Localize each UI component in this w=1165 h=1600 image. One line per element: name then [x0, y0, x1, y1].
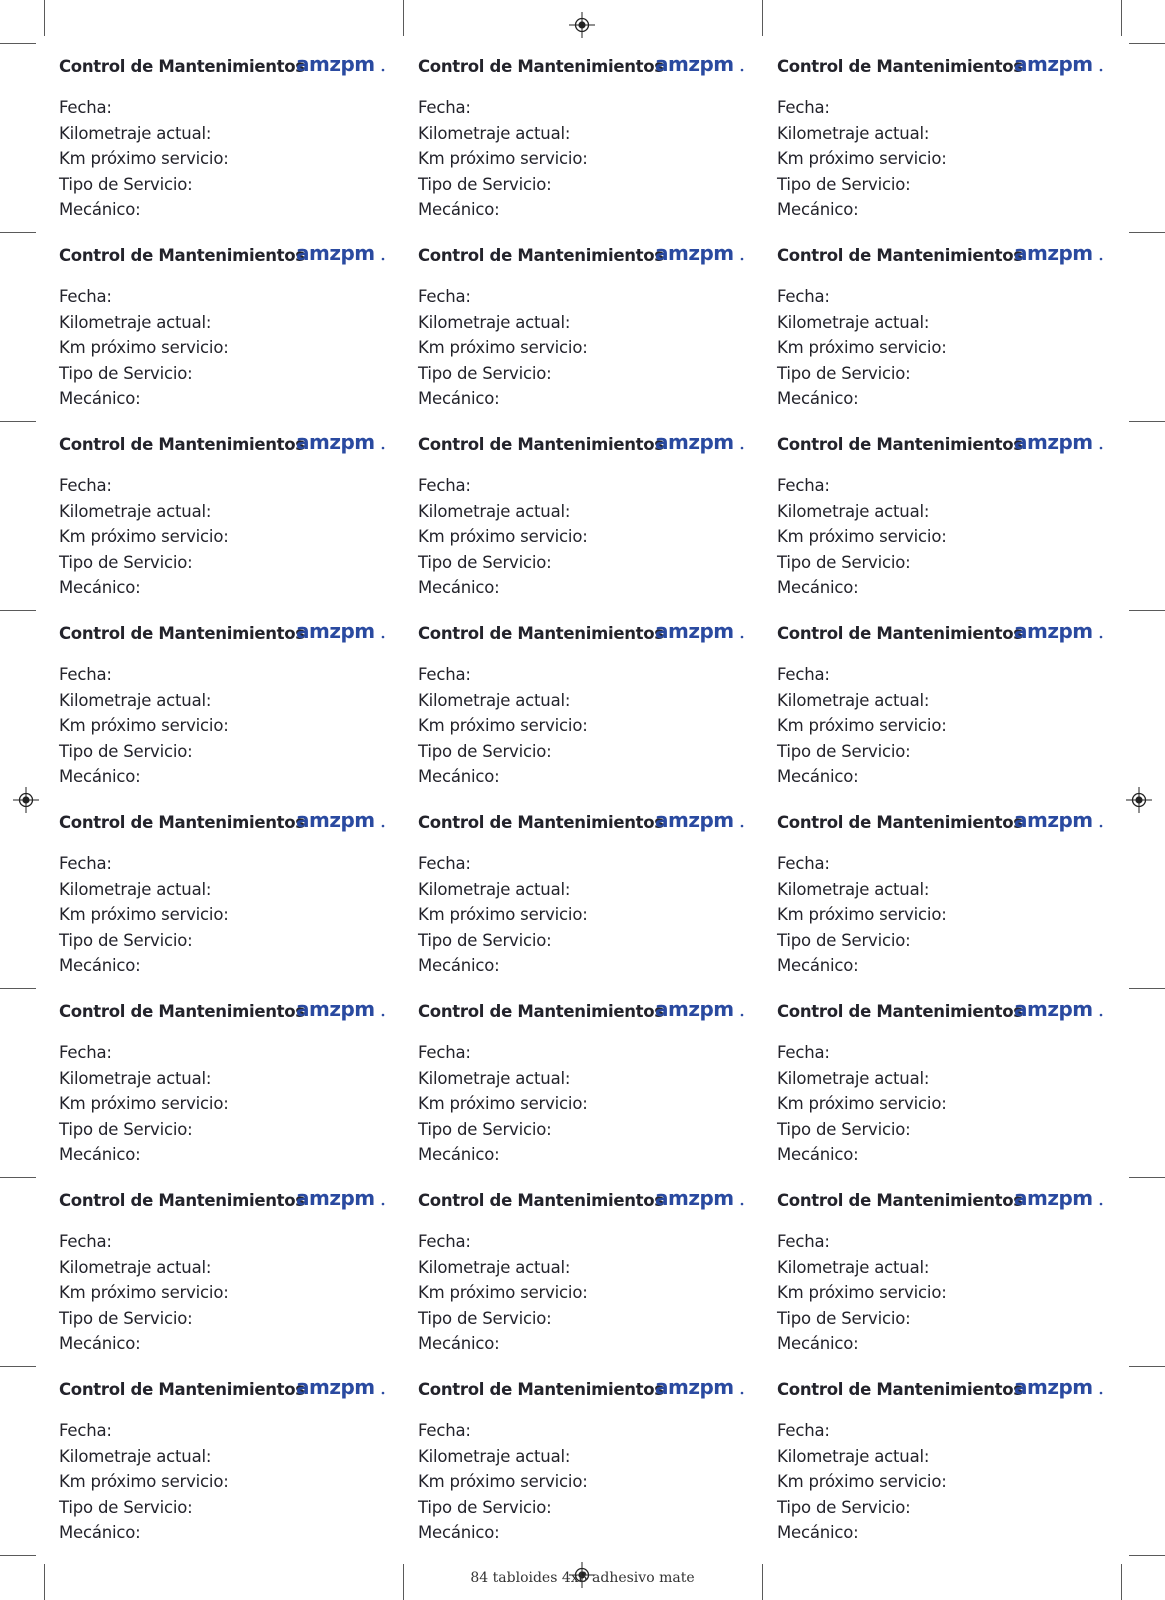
label-header: [777, 55, 1111, 77]
label-field: Fecha:: [59, 1043, 112, 1062]
label-title: Control de Mantenimientos: [418, 1380, 664, 1399]
label-header: [59, 244, 393, 266]
label-field: Tipo de Servicio:: [59, 1308, 193, 1328]
label-field: Mecánico:: [59, 578, 141, 598]
label-field: Fecha:: [418, 1043, 471, 1062]
label-field: Fecha:: [777, 665, 830, 684]
label-field: Fecha:: [59, 1421, 112, 1440]
maintenance-label: [762, 232, 1121, 421]
label-field: Kilometraje actual:: [418, 501, 571, 521]
label-field: Kilometraje actual:: [777, 123, 930, 143]
label-field: Tipo de Servicio:: [59, 1119, 193, 1139]
label-field: Tipo de Servicio:: [418, 552, 552, 572]
crop-mark-left: [0, 1555, 36, 1556]
label-field: Tipo de Servicio:: [777, 552, 911, 572]
maintenance-label: [403, 1177, 762, 1366]
maintenance-label: [403, 1366, 762, 1555]
maintenance-label: [44, 421, 403, 610]
svg-text:amzpm: amzpm: [655, 1000, 734, 1021]
label-title: Control de Mantenimientos: [59, 1380, 305, 1399]
label-fields: [418, 1040, 588, 1168]
label-fields: [59, 662, 229, 790]
label-title: Control de Mantenimientos: [777, 1380, 1023, 1399]
label-field: Kilometraje actual:: [59, 123, 212, 143]
label-header: [418, 433, 752, 455]
label-header: [418, 1000, 752, 1022]
label-field: Kilometraje actual:: [418, 1257, 571, 1277]
label-field: Fecha:: [418, 1421, 471, 1440]
label-header: [59, 1378, 393, 1400]
crop-mark-right: [1129, 1555, 1165, 1556]
label-header: [418, 811, 752, 833]
label-header: [59, 622, 393, 644]
label-field: Kilometraje actual:: [777, 1257, 930, 1277]
svg-text:amzpm: amzpm: [296, 1378, 375, 1399]
label-header: [418, 244, 752, 266]
label-field: Mecánico:: [418, 200, 500, 220]
maintenance-label: [403, 421, 762, 610]
label-field: Mecánico:: [59, 1523, 141, 1543]
label-title: Control de Mantenimientos: [59, 57, 305, 76]
label-field: Km próximo servicio:: [418, 1283, 588, 1303]
label-fields: [777, 1040, 947, 1168]
label-field: Fecha:: [777, 98, 830, 117]
maintenance-label: [44, 232, 403, 421]
label-title: Control de Mantenimientos: [777, 624, 1023, 643]
label-field: Tipo de Servicio:: [418, 1119, 552, 1139]
label-field: Km próximo servicio:: [777, 1094, 947, 1114]
label-title: Control de Mantenimientos: [418, 813, 664, 832]
label-title: Control de Mantenimientos: [418, 57, 664, 76]
label-fields: [418, 1229, 588, 1357]
label-title: Control de Mantenimientos: [418, 435, 664, 454]
label-field: Kilometraje actual:: [59, 501, 212, 521]
svg-text:amzpm: amzpm: [1014, 244, 1093, 265]
label-title: Control de Mantenimientos: [59, 624, 305, 643]
label-field: Km próximo servicio:: [59, 905, 229, 925]
registration-mark-icon: [569, 12, 595, 38]
svg-text:amzpm: amzpm: [1014, 622, 1093, 643]
brand-logo-icon: [655, 811, 745, 835]
brand-logo-icon: [296, 1189, 386, 1213]
label-fields: [418, 851, 588, 979]
label-header: [59, 433, 393, 455]
svg-text:amzpm: amzpm: [296, 244, 375, 265]
label-field: Kilometraje actual:: [59, 879, 212, 899]
label-field: Km próximo servicio:: [777, 338, 947, 358]
label-header: [418, 55, 752, 77]
label-grid: [44, 43, 1122, 1555]
label-field: Mecánico:: [777, 1334, 859, 1354]
brand-logo-icon: [655, 1378, 745, 1402]
label-field: Km próximo servicio:: [59, 1472, 229, 1492]
label-fields: [418, 662, 588, 790]
label-field: Mecánico:: [777, 389, 859, 409]
label-field: Fecha:: [418, 287, 471, 306]
label-header: [418, 1378, 752, 1400]
label-header: [418, 1189, 752, 1211]
label-field: Fecha:: [59, 98, 112, 117]
label-field: Tipo de Servicio:: [777, 174, 911, 194]
label-header: [59, 55, 393, 77]
crop-mark-right: [1129, 421, 1165, 422]
maintenance-label: [403, 232, 762, 421]
label-field: Km próximo servicio:: [59, 149, 229, 169]
label-field: Tipo de Servicio:: [59, 1497, 193, 1517]
svg-text:amzpm: amzpm: [655, 1378, 734, 1399]
crop-mark-right: [1129, 988, 1165, 989]
label-title: Control de Mantenimientos: [418, 1002, 664, 1021]
maintenance-label: [403, 988, 762, 1177]
label-field: Km próximo servicio:: [418, 1094, 588, 1114]
brand-logo-icon: [655, 1000, 745, 1024]
label-title: Control de Mantenimientos: [777, 57, 1023, 76]
label-field: Kilometraje actual:: [777, 690, 930, 710]
label-field: Fecha:: [777, 476, 830, 495]
label-fields: [59, 851, 229, 979]
crop-mark-right: [1129, 43, 1165, 44]
label-fields: [418, 284, 588, 412]
crop-mark-left: [0, 1366, 36, 1367]
label-field: Fecha:: [418, 476, 471, 495]
svg-text:amzpm: amzpm: [655, 55, 734, 76]
label-field: Kilometraje actual:: [777, 1446, 930, 1466]
label-field: Fecha:: [59, 476, 112, 495]
label-header: [777, 811, 1111, 833]
label-fields: [777, 284, 947, 412]
label-field: Kilometraje actual:: [59, 312, 212, 332]
registration-mark-icon: [13, 787, 39, 813]
label-field: Kilometraje actual:: [418, 879, 571, 899]
label-field: Kilometraje actual:: [59, 690, 212, 710]
label-field: Kilometraje actual:: [418, 123, 571, 143]
label-field: Kilometraje actual:: [59, 1257, 212, 1277]
maintenance-label: [762, 43, 1121, 232]
maintenance-label: [762, 610, 1121, 799]
label-field: Fecha:: [418, 1232, 471, 1251]
maintenance-label: [762, 1366, 1121, 1555]
svg-text:amzpm: amzpm: [1014, 55, 1093, 76]
svg-text:amzpm: amzpm: [1014, 1378, 1093, 1399]
label-title: Control de Mantenimientos: [777, 435, 1023, 454]
crop-mark-top: [762, 0, 763, 36]
label-header: [777, 1378, 1111, 1400]
label-field: Mecánico:: [777, 1523, 859, 1543]
label-fields: [59, 284, 229, 412]
brand-logo-icon: [1014, 1378, 1104, 1402]
label-fields: [777, 851, 947, 979]
maintenance-label: [44, 610, 403, 799]
label-field: Mecánico:: [777, 1145, 859, 1165]
crop-mark-right: [1129, 232, 1165, 233]
label-field: Fecha:: [777, 1043, 830, 1062]
label-header: [777, 622, 1111, 644]
label-field: Tipo de Servicio:: [777, 741, 911, 761]
label-field: Tipo de Servicio:: [777, 930, 911, 950]
brand-logo-icon: [1014, 1189, 1104, 1213]
label-field: Mecánico:: [59, 767, 141, 787]
label-header: [59, 1000, 393, 1022]
label-field: Tipo de Servicio:: [777, 363, 911, 383]
brand-logo-icon: [1014, 622, 1104, 646]
brand-logo-icon: [296, 433, 386, 457]
label-field: Km próximo servicio:: [777, 149, 947, 169]
label-field: Mecánico:: [777, 200, 859, 220]
label-fields: [418, 1418, 588, 1546]
label-field: Kilometraje actual:: [777, 1068, 930, 1088]
svg-text:amzpm: amzpm: [655, 244, 734, 265]
svg-text:amzpm: amzpm: [296, 1189, 375, 1210]
svg-text:amzpm: amzpm: [1014, 811, 1093, 832]
brand-logo-icon: [296, 244, 386, 268]
label-field: Tipo de Servicio:: [418, 741, 552, 761]
label-field: Mecánico:: [418, 578, 500, 598]
label-title: Control de Mantenimientos: [777, 1002, 1023, 1021]
label-field: Tipo de Servicio:: [59, 363, 193, 383]
label-fields: [59, 1040, 229, 1168]
svg-text:amzpm: amzpm: [296, 811, 375, 832]
label-field: Tipo de Servicio:: [777, 1119, 911, 1139]
crop-mark-top: [1121, 0, 1122, 36]
maintenance-label: [44, 1177, 403, 1366]
label-field: Fecha:: [418, 854, 471, 873]
label-field: Km próximo servicio:: [418, 1472, 588, 1492]
label-field: Kilometraje actual:: [59, 1068, 212, 1088]
brand-logo-icon: [655, 433, 745, 457]
label-field: Fecha:: [418, 665, 471, 684]
print-spec-note: 84 tabloides 4x8 adhesivo mate: [470, 1570, 695, 1586]
label-field: Km próximo servicio:: [59, 1283, 229, 1303]
label-fields: [59, 1229, 229, 1357]
label-title: Control de Mantenimientos: [59, 435, 305, 454]
maintenance-label: [762, 799, 1121, 988]
maintenance-label: [762, 988, 1121, 1177]
label-field: Tipo de Servicio:: [418, 930, 552, 950]
label-field: Mecánico:: [418, 767, 500, 787]
brand-logo-icon: [655, 244, 745, 268]
label-fields: [777, 662, 947, 790]
maintenance-label: [44, 1366, 403, 1555]
label-header: [59, 811, 393, 833]
label-field: Km próximo servicio:: [59, 338, 229, 358]
label-field: Kilometraje actual:: [777, 879, 930, 899]
maintenance-label: [762, 421, 1121, 610]
label-field: Tipo de Servicio:: [777, 1308, 911, 1328]
label-field: Km próximo servicio:: [418, 905, 588, 925]
label-field: Mecánico:: [418, 956, 500, 976]
svg-text:amzpm: amzpm: [296, 433, 375, 454]
label-field: Mecánico:: [418, 1145, 500, 1165]
brand-logo-icon: [1014, 1000, 1104, 1024]
label-field: Kilometraje actual:: [777, 501, 930, 521]
label-field: Tipo de Servicio:: [59, 741, 193, 761]
label-field: Km próximo servicio:: [418, 338, 588, 358]
label-field: Kilometraje actual:: [418, 690, 571, 710]
svg-text:amzpm: amzpm: [655, 622, 734, 643]
label-header: [777, 433, 1111, 455]
label-header: [777, 1000, 1111, 1022]
label-field: Fecha:: [418, 98, 471, 117]
svg-text:amzpm: amzpm: [655, 811, 734, 832]
brand-logo-icon: [655, 1189, 745, 1213]
label-field: Km próximo servicio:: [777, 1283, 947, 1303]
label-field: Mecánico:: [59, 200, 141, 220]
label-field: Tipo de Servicio:: [59, 174, 193, 194]
label-field: Tipo de Servicio:: [418, 1308, 552, 1328]
maintenance-label: [44, 799, 403, 988]
maintenance-label: [44, 43, 403, 232]
brand-logo-icon: [1014, 244, 1104, 268]
label-field: Km próximo servicio:: [59, 1094, 229, 1114]
label-fields: [777, 1229, 947, 1357]
label-fields: [418, 473, 588, 601]
label-field: Kilometraje actual:: [777, 312, 930, 332]
maintenance-label: [403, 610, 762, 799]
svg-text:amzpm: amzpm: [296, 1000, 375, 1021]
crop-mark-top: [44, 0, 45, 36]
label-header: [777, 244, 1111, 266]
label-field: Fecha:: [777, 287, 830, 306]
crop-mark-left: [0, 988, 36, 989]
registration-mark-icon: [1126, 787, 1152, 813]
crop-mark-left: [0, 1177, 36, 1178]
label-field: Mecánico:: [59, 1145, 141, 1165]
brand-logo-icon: [1014, 811, 1104, 835]
label-field: Kilometraje actual:: [59, 1446, 212, 1466]
label-title: Control de Mantenimientos: [59, 813, 305, 832]
brand-logo-icon: [1014, 433, 1104, 457]
brand-logo-icon: [296, 1000, 386, 1024]
label-title: Control de Mantenimientos: [777, 1191, 1023, 1210]
label-field: Fecha:: [59, 1232, 112, 1251]
label-fields: [777, 1418, 947, 1546]
crop-mark-top: [403, 0, 404, 36]
label-field: Mecánico:: [418, 1523, 500, 1543]
maintenance-label: [403, 799, 762, 988]
label-field: Kilometraje actual:: [418, 1068, 571, 1088]
label-title: Control de Mantenimientos: [59, 246, 305, 265]
label-fields: [777, 95, 947, 223]
label-fields: [777, 473, 947, 601]
label-field: Km próximo servicio:: [418, 149, 588, 169]
label-field: Km próximo servicio:: [59, 527, 229, 547]
label-field: Kilometraje actual:: [418, 312, 571, 332]
label-field: Mecánico:: [59, 1334, 141, 1354]
label-field: Mecánico:: [59, 389, 141, 409]
label-field: Mecánico:: [777, 956, 859, 976]
label-field: Km próximo servicio:: [59, 716, 229, 736]
label-field: Tipo de Servicio:: [418, 1497, 552, 1517]
brand-logo-icon: [296, 55, 386, 79]
maintenance-label: [403, 43, 762, 232]
label-field: Tipo de Servicio:: [777, 1497, 911, 1517]
label-field: Tipo de Servicio:: [59, 552, 193, 572]
label-field: Km próximo servicio:: [777, 716, 947, 736]
label-title: Control de Mantenimientos: [777, 246, 1023, 265]
svg-text:amzpm: amzpm: [655, 433, 734, 454]
crop-mark-left: [0, 421, 36, 422]
brand-logo-icon: [655, 55, 745, 79]
brand-logo-icon: [1014, 55, 1104, 79]
label-title: Control de Mantenimientos: [59, 1002, 305, 1021]
svg-text:amzpm: amzpm: [1014, 433, 1093, 454]
label-field: Fecha:: [59, 854, 112, 873]
label-fields: [59, 1418, 229, 1546]
label-header: [59, 1189, 393, 1211]
label-field: Mecánico:: [777, 767, 859, 787]
label-field: Tipo de Servicio:: [59, 930, 193, 950]
label-field: Tipo de Servicio:: [418, 363, 552, 383]
maintenance-label: [44, 988, 403, 1177]
label-field: Kilometraje actual:: [418, 1446, 571, 1466]
label-fields: [59, 473, 229, 601]
label-field: Km próximo servicio:: [418, 527, 588, 547]
brand-logo-icon: [655, 622, 745, 646]
brand-logo-icon: [296, 622, 386, 646]
maintenance-label: [762, 1177, 1121, 1366]
svg-text:amzpm: amzpm: [296, 622, 375, 643]
label-fields: [59, 95, 229, 223]
crop-mark-right: [1129, 1177, 1165, 1178]
label-field: Fecha:: [59, 287, 112, 306]
label-field: Km próximo servicio:: [777, 527, 947, 547]
label-field: Fecha:: [777, 854, 830, 873]
svg-text:amzpm: amzpm: [1014, 1000, 1093, 1021]
svg-text:amzpm: amzpm: [655, 1189, 734, 1210]
label-header: [418, 622, 752, 644]
label-field: Mecánico:: [418, 389, 500, 409]
label-title: Control de Mantenimientos: [777, 813, 1023, 832]
label-title: Control de Mantenimientos: [418, 246, 664, 265]
label-field: Tipo de Servicio:: [418, 174, 552, 194]
label-title: Control de Mantenimientos: [418, 624, 664, 643]
label-field: Mecánico:: [59, 956, 141, 976]
svg-text:amzpm: amzpm: [296, 55, 375, 76]
label-title: Control de Mantenimientos: [59, 1191, 305, 1210]
label-field: Fecha:: [59, 665, 112, 684]
crop-mark-right: [1129, 1366, 1165, 1367]
label-header: [777, 1189, 1111, 1211]
svg-text:amzpm: amzpm: [1014, 1189, 1093, 1210]
label-field: Mecánico:: [418, 1334, 500, 1354]
label-title: Control de Mantenimientos: [418, 1191, 664, 1210]
label-field: Km próximo servicio:: [777, 905, 947, 925]
brand-logo-icon: [296, 1378, 386, 1402]
crop-mark-left: [0, 232, 36, 233]
label-fields: [418, 95, 588, 223]
crop-mark-right: [1129, 610, 1165, 611]
brand-logo-icon: [296, 811, 386, 835]
crop-mark-left: [0, 43, 36, 44]
label-field: Km próximo servicio:: [418, 716, 588, 736]
label-field: Mecánico:: [777, 578, 859, 598]
label-field: Fecha:: [777, 1232, 830, 1251]
label-field: Km próximo servicio:: [777, 1472, 947, 1492]
label-field: Fecha:: [777, 1421, 830, 1440]
crop-mark-left: [0, 610, 36, 611]
